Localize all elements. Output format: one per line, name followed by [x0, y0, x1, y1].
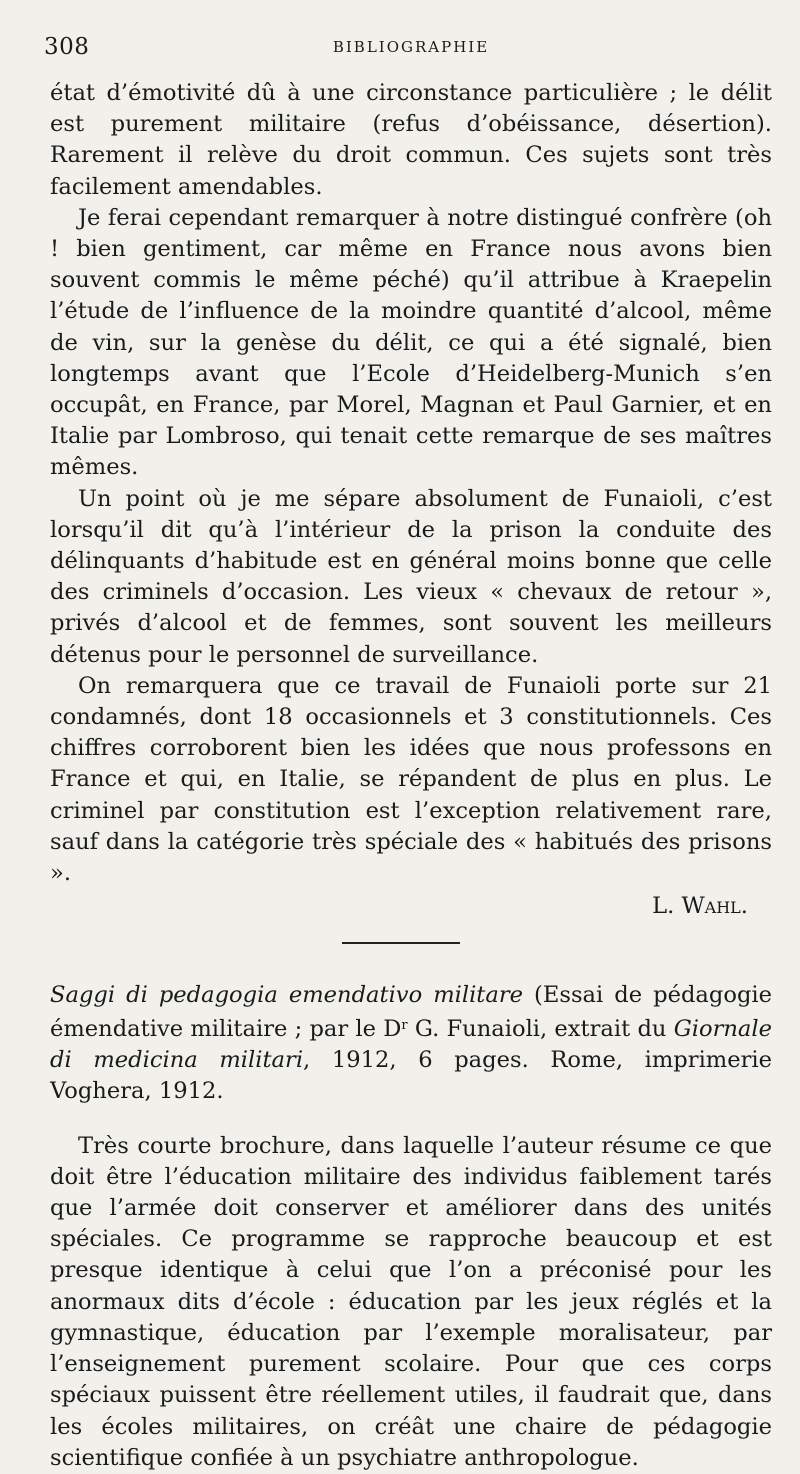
body-text-bottom	[50, 1131, 772, 1474]
signature-name: Wahl.	[681, 893, 748, 920]
review-author: G. Funaioli, extrait du	[407, 1016, 674, 1043]
review-citation	[50, 980, 772, 1106]
review-details: , 1912, 6 pages. Rome, imprimerie Voghera, 1912.	[50, 1047, 772, 1104]
running-head: BIBLIOGRAPHIE	[332, 38, 490, 56]
body-text-top	[50, 78, 772, 889]
journal-name: Giornale di medicina militari	[50, 1016, 772, 1074]
page-header	[44, 34, 772, 64]
page-number: 308	[44, 34, 90, 60]
paragraph: Je ferai cependant remarquer à notre distingué confrère (oh ! bien gentiment, car même en France nous avons bien souvent commis le même péché) qu’il attribue à Kraepelin l’étude de l’influence de la moindre quantité d’alcool, même de vin, sur la genèse du délit, ce qui a été signalé, bien longtemps avant que l’Ecole d’Heidelberg-Munich s’en occupât, en France, par Morel, Magnan et Paul Garnier, et en Italie par Lombroso, qui tenait cette remarque de ses maîtres mêmes.	[50, 204, 772, 481]
signature	[50, 891, 772, 922]
doctor-superscript: r	[401, 1018, 408, 1034]
paragraph: Un point où je me sépare absolument de Funaioli, c’est lorsqu’il dit qu’à l’intérieur de la prison la conduite des délinquants d’habitude est en général moins bonne que celle des criminels d’occasion. Les vieux « chevaux de retour », privés d’alcool et de femmes, sont souvent les meilleurs détenus pour le personnel de surveillance.	[50, 485, 772, 668]
review-title-italian: Saggi di pedagogia emendativo militare	[50, 982, 524, 1009]
signature-initial: L.	[652, 893, 682, 920]
review-title-french: (Essai de pédagogie émendative militaire ; par le D	[50, 982, 772, 1043]
paragraph: Très courte brochure, dans laquelle l’auteur résume ce que doit être l’éducation militaire des individus faiblement tarés que l’armée doit conserver et améliorer dans des unités spéciales. Ce programme se rapproche beaucoup et est presque identique à celui que l’on a préconisé pour les anormaux dits d’école : éducation par les jeux réglés et la gymnastique, éducation par l’exemple moralisateur, par l’enseignement purement scolaire. Pour que ces corps spéciaux puissent être réellement utiles, il faudrait que, dans les écoles militaires, on créât une chaire de pédagogie scientifique confiée à un psychiatre anthropologue.	[50, 1132, 772, 1471]
paragraph-continuation: état d’émotivité dû à une circonstance particulière ; le délit est purement militaire (refus d’obéissance, désertion). Rarement il relève du droit commun. Ces sujets sont très facilement amendables.	[50, 80, 772, 200]
paragraph: On remarquera que ce travail de Funaioli porte sur 21 condamnés, dont 18 occasionnels et 3 constitutionnels. Ces chiffres corroborent bien les idées que nous professons en France et qui, en Italie, se répandent de plus en plus. Le criminel par constitution est l’exception relativement rare, sauf dans la catégorie très spéciale des « habitués des prisons ».	[50, 672, 772, 887]
section-divider	[342, 942, 460, 944]
